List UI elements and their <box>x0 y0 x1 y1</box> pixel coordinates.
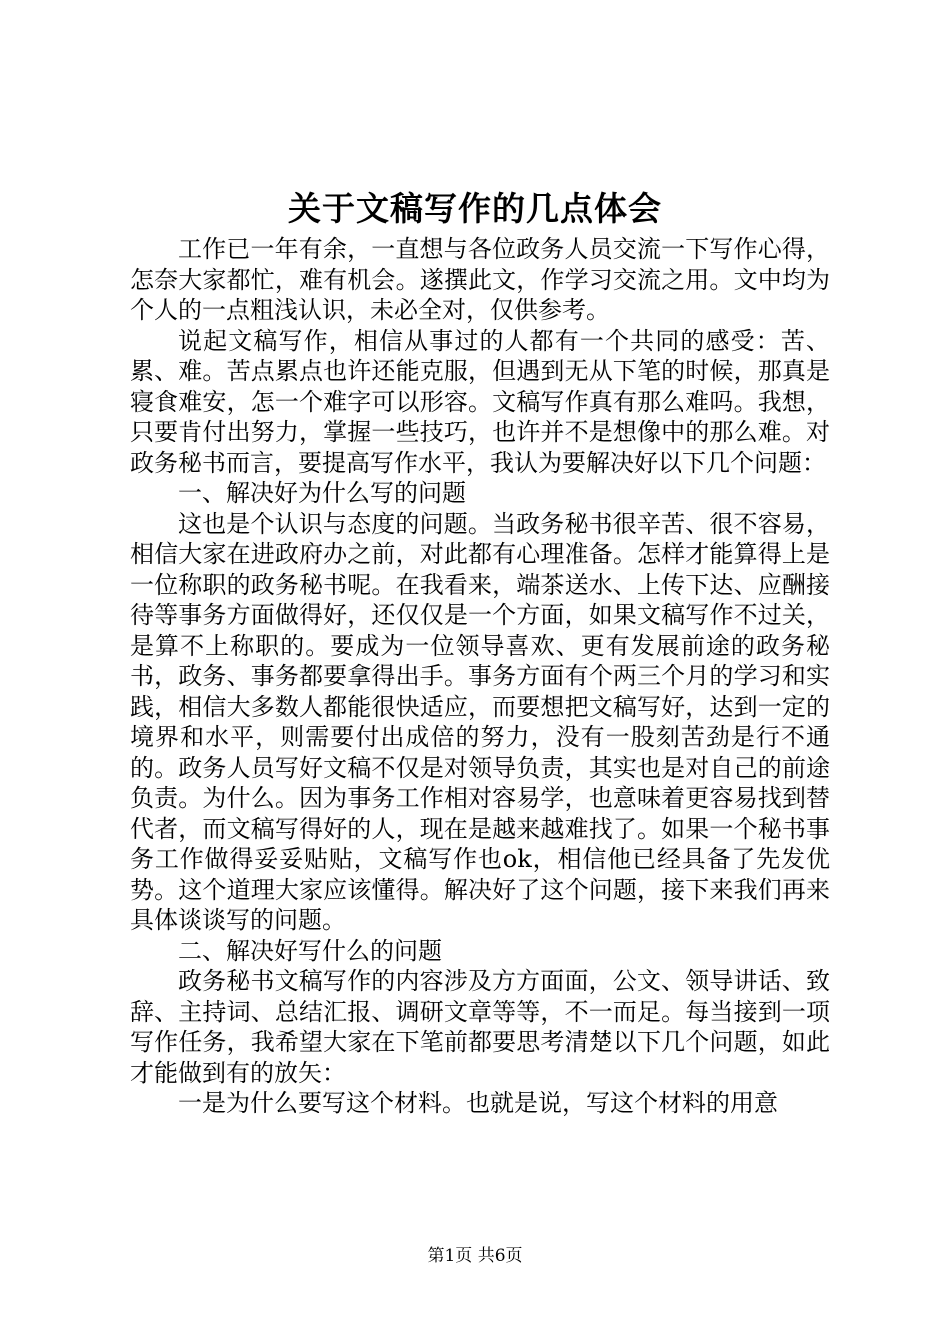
paragraph-difficulty: 说起文稿写作，相信从事过的人都有一个共同的感受：苦、累、难。苦点累点也许还能克服，但遇到无从下笔的时候，那真是寝食难安，怎一个难字可以形容。文稿写作真有那么难吗。我想，只要肯付出努力，掌握一些技巧，也许并不是想像中的那么难。对政务秘书而言，要提高写作水平，我认为要解决好以下几个问题： <box>130 326 830 477</box>
document-title: 关于文稿写作的几点体会 <box>288 189 662 228</box>
document-body <box>130 234 830 1119</box>
section-heading-1: 一、解决好为什么写的问题 <box>178 479 466 507</box>
section-heading-2: 二、解决好写什么的问题 <box>178 936 442 965</box>
paragraph-section-2: 政务秘书文稿写作的内容涉及方方面面，公文、领导讲话、致辞、主持词、总结汇报、调研文章等等，不一而足。每当接到一项写作任务，我希望大家在下笔前都要思考清楚以下几个问题，如此才能做到有的放矢： <box>130 967 830 1087</box>
paragraph-point-1: 一是为什么要写这个材料。也就是说，写这个材料的用意 <box>178 1089 778 1117</box>
page-number-footer: 第1页 共6页 <box>427 1246 523 1266</box>
paragraph-intro: 工作已一年有余，一直想与各位政务人员交流一下写作心得，怎奈大家都忙，难有机会。遂撰此文，作学习交流之用。文中均为个人的一点粗浅认识，未必全对，仅供参考。 <box>130 235 830 324</box>
paragraph-section-1: 这也是个认识与态度的问题。当政务秘书很辛苦、很不容易，相信大家在进政府办之前，对此都有心理准备。怎样才能算得上是一位称职的政务秘书呢。在我看来，端茶送水、上传下达、应酬接待等事务方面做得好，还仅仅是一个方面，如果文稿写作不过关，是算不上称职的。要成为一位领导喜欢、更有发展前途的政务秘书，政务、事务都要拿得出手。事务方面有个两三个月的学习和实践，相信大多数人都能很快适应，而要想把文稿写好，达到一定的境界和水平，则需要付出成倍的努力，没有一股刻苦劲是行不通的。政务人员写好文稿不仅是对领导负责，其实也是对自己的前途负责。为什么。因为事务工作相对容易学，也意味着更容易找到替代者，而文稿写得好的人，现在是越来越难找了。如果一个秘书事务工作做得妥妥贴贴，文稿写作也ok，相信他已经具备了先发优势。这个道理大家应该懂得。解决好了这个问题，接下来我们再来具体谈谈写的问题。 <box>130 509 830 934</box>
